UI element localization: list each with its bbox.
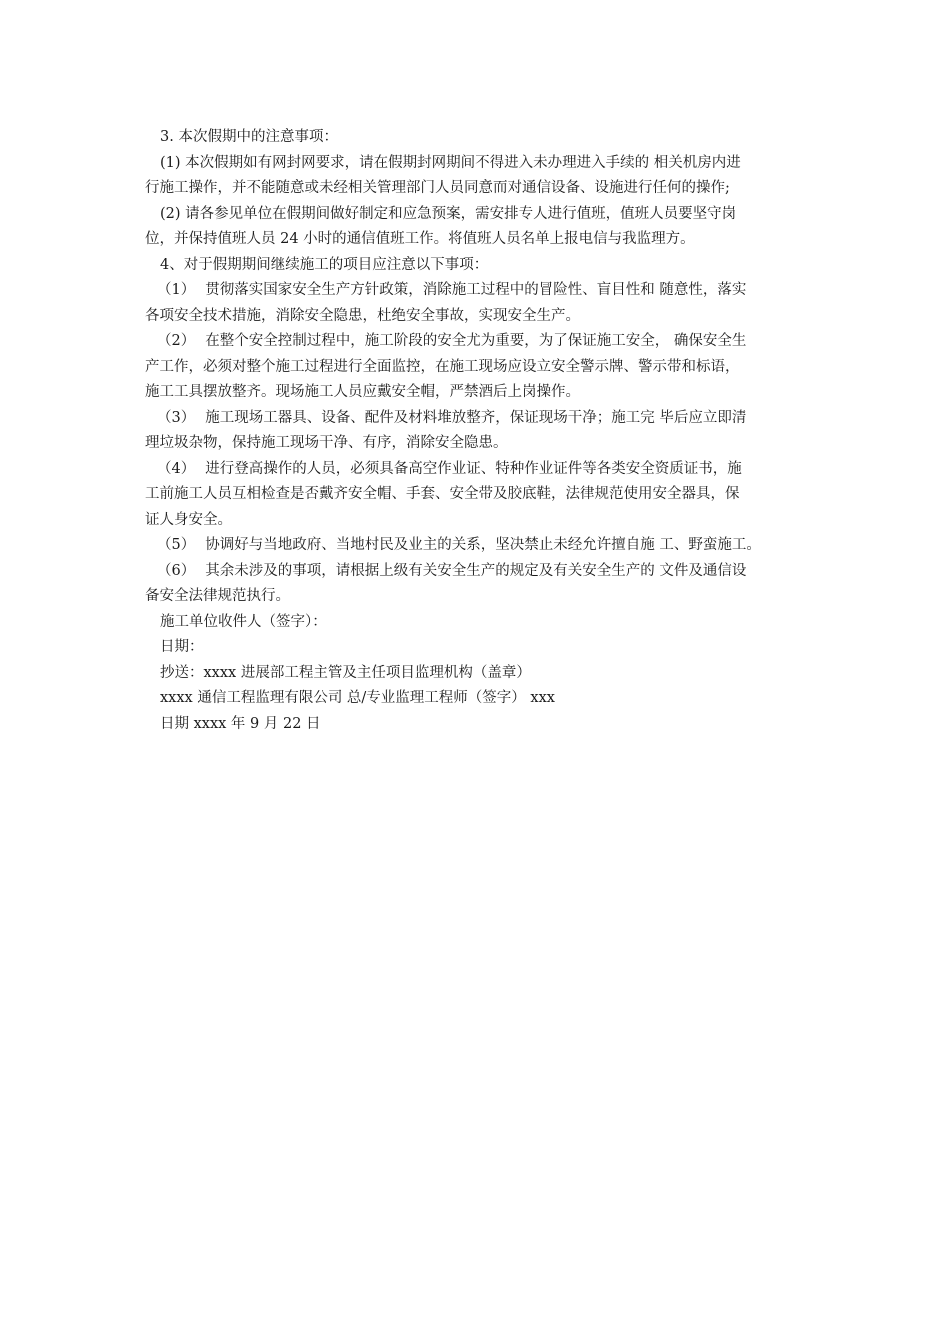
item-text: 在整个安全控制过程中，施工阶段的安全尤为重要，为了保证施工安全， 确保安全生 bbox=[205, 333, 747, 349]
item-text: 进行登高操作的人员，必须具备高空作业证、特种作业证件等各类安全资质证书，施 bbox=[205, 460, 742, 477]
section-3-heading: 3. 本次假期中的注意事项： bbox=[160, 129, 338, 145]
section-3-item-2-line-2: 位，并保持值班人员 24 小时的通信值班工作。将值班人员名单上报电信与我监理方。 bbox=[145, 231, 695, 247]
item-number: （2） bbox=[157, 333, 196, 349]
section-3-item-2-line-1: (2) 请各参见单位在假期间做好制定和应急预案，需安排专人进行值班，值班人员要坚守岗 bbox=[160, 205, 737, 222]
section-4-item-3-line-2: 理垃圾杂物，保持施工现场干净、有序，消除安全隐患。 bbox=[145, 435, 508, 451]
section-4-item-6-line-2: 备安全法律规范执行。 bbox=[145, 588, 290, 604]
item-number: （1） bbox=[157, 282, 196, 298]
item-text: 其余未涉及的事项，请根据上级有关安全生产的规定及有关安全生产的 文件及通信设 bbox=[205, 562, 747, 579]
section-4-item-6-line-1 bbox=[145, 559, 825, 585]
company-signature-line: xxxx 通信工程监理有限公司 总/专业监理工程师（签字） xxx bbox=[160, 690, 555, 706]
item-text: 贯彻落实国家安全生产方针政策，消除施工过程中的冒险性、盲目性和 随意性，落实 bbox=[205, 282, 747, 298]
section-4-item-4-line-2: 工前施工人员互相检查是否戴齐安全帽、手套、安全带及胶底鞋，法律规范使用安全器具，保 bbox=[145, 486, 740, 502]
section-4-heading: 4、对于假期期间继续施工的项目应注意以下事项： bbox=[160, 256, 489, 273]
item-number: （4） bbox=[157, 460, 196, 477]
document-body bbox=[145, 125, 825, 737]
section-4-item-4-line-1 bbox=[145, 457, 825, 483]
item-number: （5） bbox=[157, 537, 196, 553]
item-number: （3） bbox=[157, 409, 196, 426]
item-text: 施工现场工器具、设备、配件及材料堆放整齐，保证现场干净；施工完 毕后应立即清 bbox=[205, 409, 747, 426]
section-4-item-5-line-1 bbox=[145, 533, 825, 559]
receiver-date-line: 日期： bbox=[160, 639, 204, 655]
section-4-item-2-line-3: 施工工具摆放整齐。现场施工人员应戴安全帽，严禁酒后上岗操作。 bbox=[145, 384, 580, 400]
section-4-item-2-line-1 bbox=[145, 329, 825, 355]
section-4-item-4-line-3: 证人身安全。 bbox=[145, 511, 232, 528]
item-number: （6） bbox=[157, 562, 196, 579]
section-4-item-1-line-1 bbox=[145, 278, 825, 304]
item-text: 协调好与当地政府、当地村民及业主的关系，坚决禁止未经允许擅自施 工、野蛮施工。 bbox=[205, 537, 761, 553]
issue-date-line: 日期 xxxx 年 9 月 22 日 bbox=[160, 715, 321, 732]
receiver-signature-line: 施工单位收件人（签字）： bbox=[160, 613, 327, 630]
section-4-item-1-line-2: 各项安全技术措施，消除安全隐患，杜绝安全事故，实现安全生产。 bbox=[145, 307, 580, 324]
section-4-item-2-line-2: 产工作，必须对整个施工过程进行全面监控，在施工现场应设立安全警示牌、警示带和标语， bbox=[145, 358, 740, 375]
cc-line: 抄送：xxxx 进展部工程主管及主任项目监理机构（盖章） bbox=[160, 664, 531, 681]
section-3-item-1-line-2: 行施工操作，并不能随意或未经相关管理部门人员同意而对通信设备、设施进行任何的操作; bbox=[145, 180, 730, 196]
section-3-item-1-line-1: (1) 本次假期如有网封网要求，请在假期封网期间不得进入未办理进入手续的 相关机房内进 bbox=[160, 154, 741, 171]
section-4-item-3-line-1 bbox=[145, 406, 825, 432]
